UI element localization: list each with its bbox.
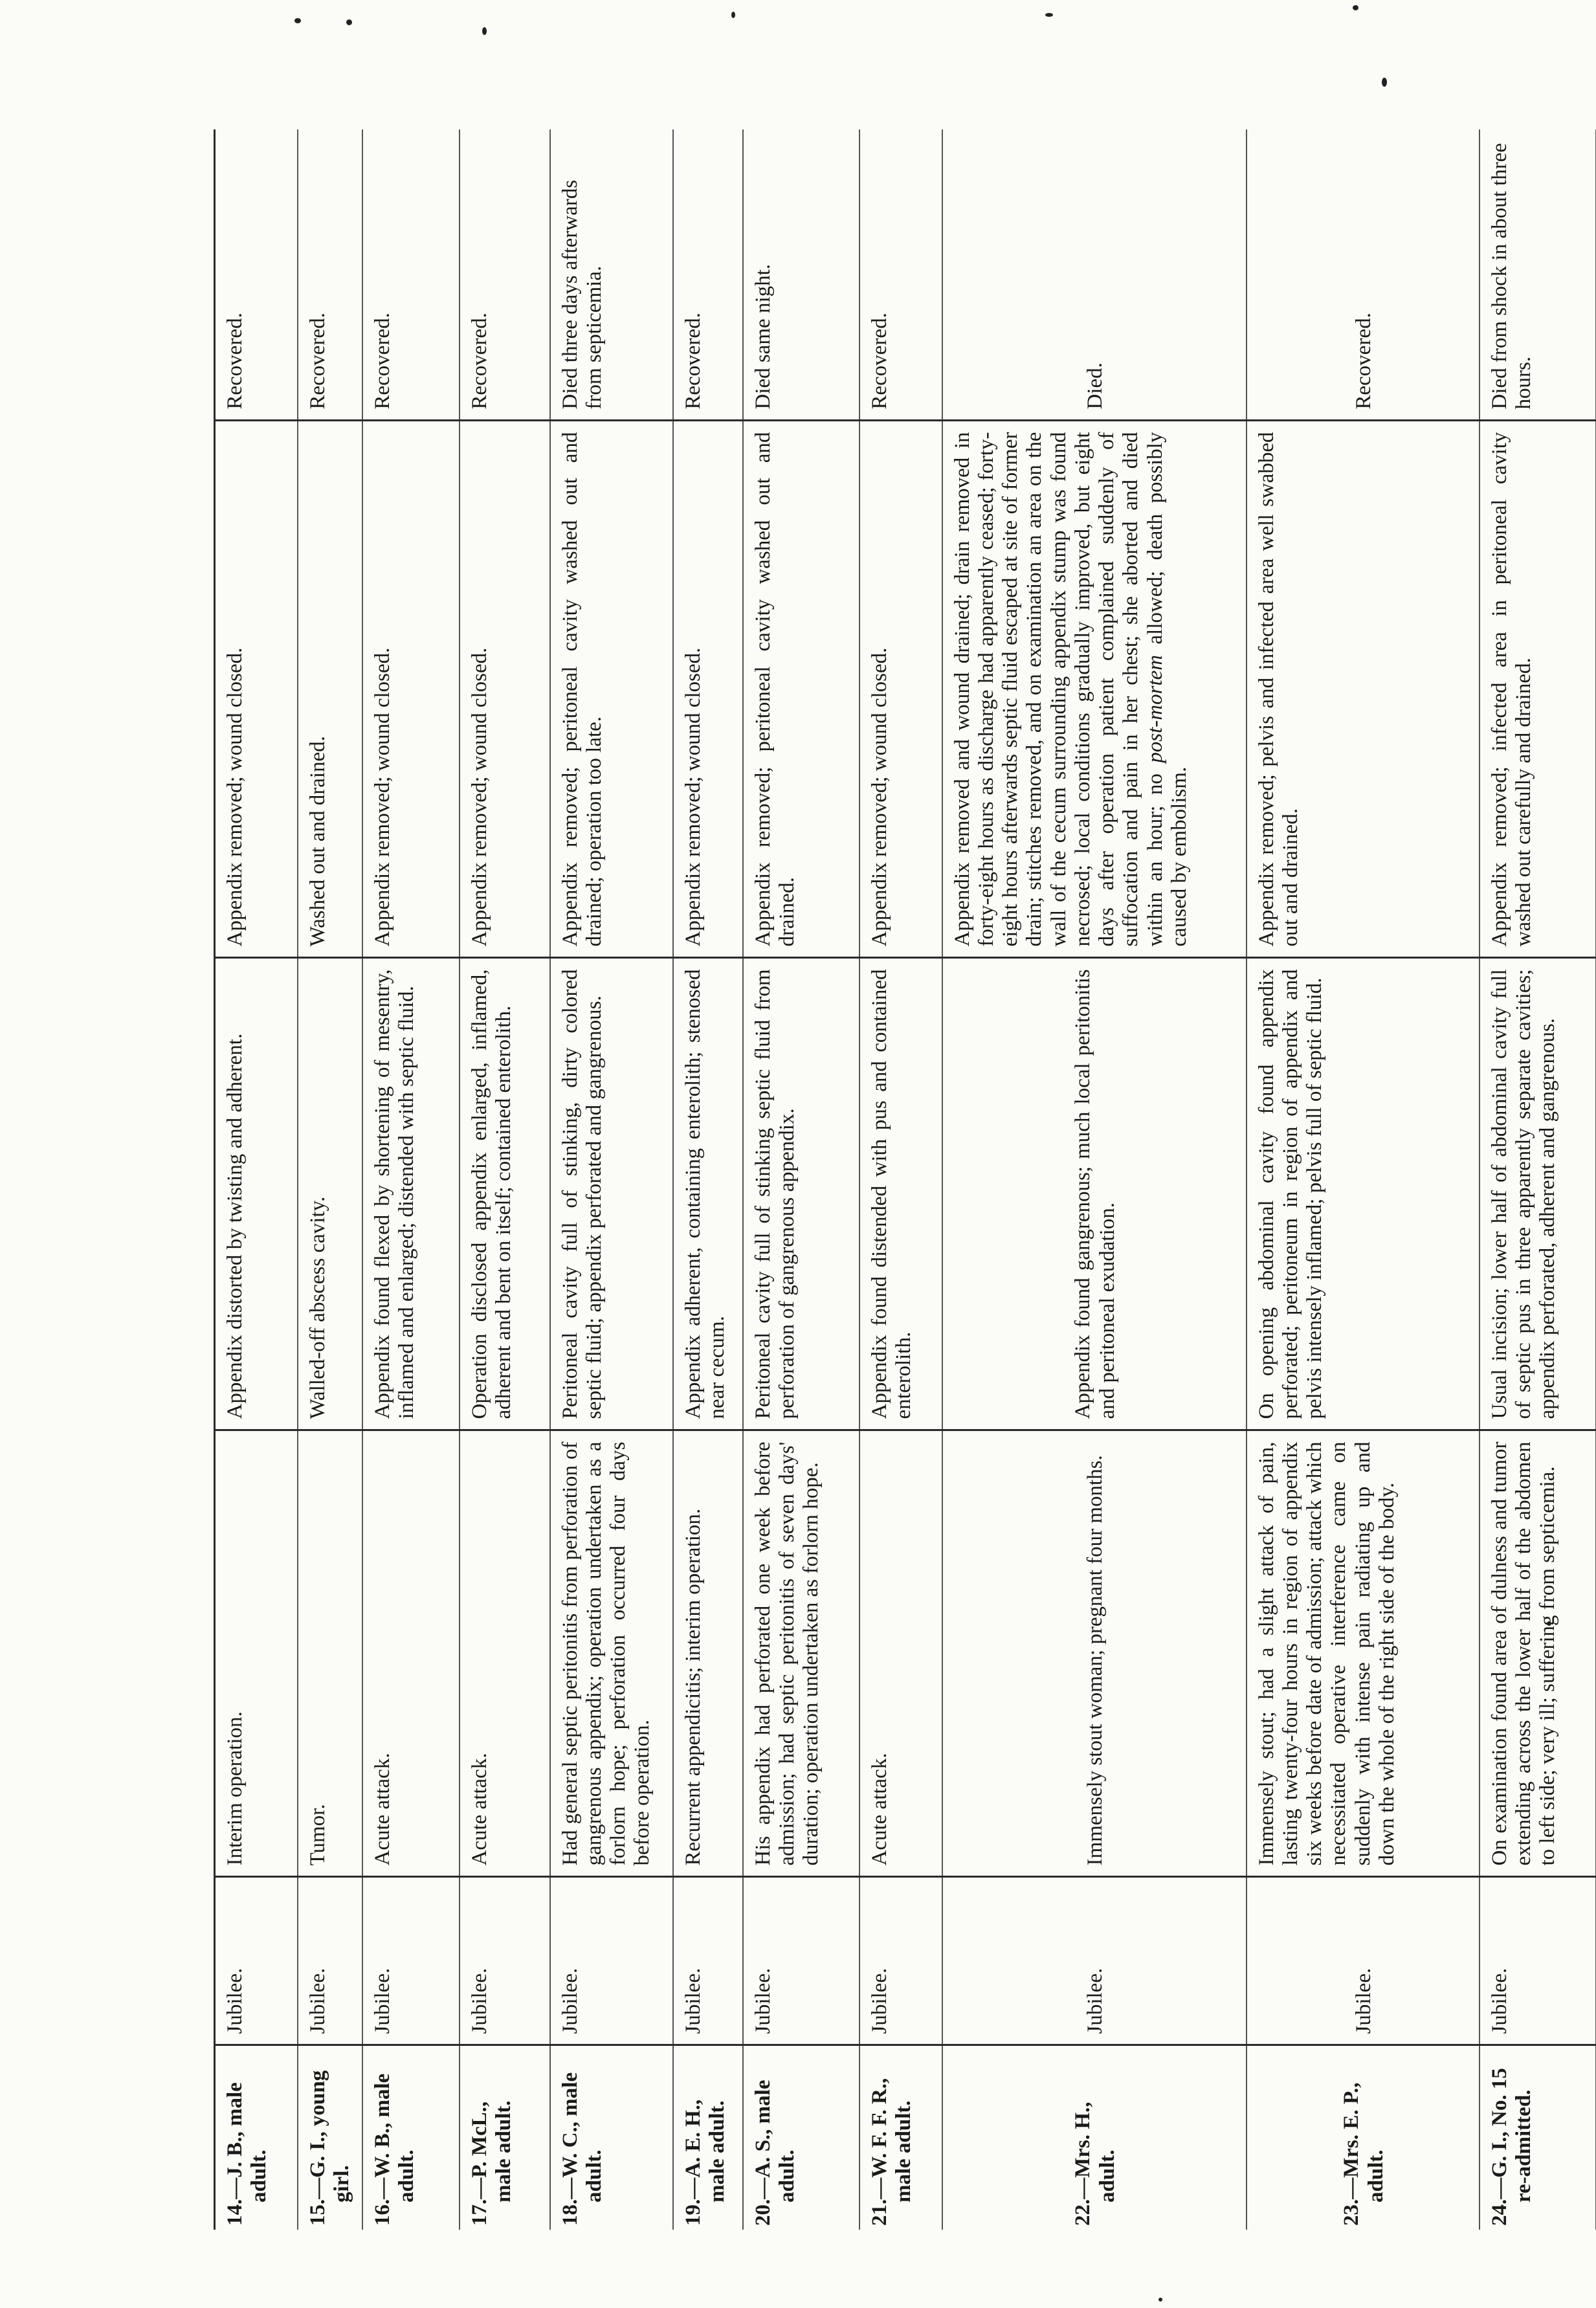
case-cell: 18.—W. C., male adult. [550, 2045, 673, 2230]
hospital-cell: Jubilee. [942, 1877, 1247, 2045]
findings-cell: Walled-off abscess cavity. [298, 958, 362, 1430]
table-row [1247, 129, 1480, 2230]
operation-cell: Appendix removed; peritoneal cavity washed out and drained. [743, 421, 859, 958]
scan-speck [346, 19, 352, 25]
hospital-cell: Jubilee. [550, 1877, 673, 2045]
findings-cell: Appendix found distended with pus and contained enterolith. [859, 958, 942, 1430]
result-cell: Died same night. [743, 129, 859, 421]
case-cell: 23.—Mrs. E. P., adult. [1247, 2045, 1480, 2230]
appendicitis-cases-table [214, 129, 1596, 2230]
case-cell: 15.—G. I., young girl. [298, 2045, 362, 2230]
hospital-cell: Jubilee. [1247, 1877, 1480, 2045]
history-cell: Immensely stout woman; pregnant four months. [942, 1430, 1247, 1877]
case-cell: 19.—A. E. H., male adult. [673, 2045, 743, 2230]
operation-cell: Appendix removed; wound closed. [673, 421, 743, 958]
findings-cell: Appendix adherent, containing enterolith; stenosed near cecum. [673, 958, 743, 1430]
case-cell: 17.—P. McL., male adult. [460, 2045, 550, 2230]
scan-speck [731, 12, 735, 18]
findings-cell: Peritoneal cavity full of stinking septic fluid from perforation of gangrenous appendix. [743, 958, 859, 1430]
scan-speck [1158, 2298, 1162, 2302]
operation-cell: Appendix removed; wound closed. [362, 421, 460, 958]
findings-cell: Operation disclosed appendix enlarged, inflamed, adherent and bent on itself; contained enterolith. [460, 958, 550, 1430]
scan-speck [1045, 13, 1053, 17]
case-cell: 14.—J. B., male adult. [215, 2045, 298, 2230]
hospital-cell: Jubilee. [743, 1877, 859, 2045]
operation-cell: Appendix removed; wound closed. [460, 421, 550, 958]
findings-cell: Appendix found gangrenous; much local peritonitis and peritoneal exudation. [942, 958, 1247, 1430]
operation-cell: Appendix removed; wound closed. [859, 421, 942, 958]
operation-cell [942, 421, 1247, 958]
findings-cell: Appendix found flexed by shortening of mesentry, inflamed and enlarged; distended with septic fluid. [362, 958, 460, 1430]
table-row [460, 129, 550, 2230]
hospital-cell: Jubilee. [460, 1877, 550, 2045]
scan-speck [1382, 78, 1387, 87]
history-cell: His appendix had perforated one week before admission; had septic peritonitis of seven days' duration; operation undertaken as forlorn hope. [743, 1430, 859, 1877]
result-cell: Died. [942, 129, 1247, 421]
result-cell: Died from shock in about three hours. [1480, 129, 1596, 421]
history-cell: Immensely stout; had a slight attack of pain, lasting twenty-four hours in region of appendix six weeks before date of admission; attack which necessitated operative interference came on suddenly with intense pain radiating up and down the whole of the right side of the body. [1247, 1430, 1480, 1877]
findings-cell: Appendix distorted by twisting and adherent. [215, 958, 298, 1430]
history-cell: On examination found area of dulness and tumor extending across the lower half of the abdomen to left side; very ill; suffering from septicemia. [1480, 1430, 1596, 1877]
table-row [673, 129, 743, 2230]
result-cell: Recovered. [859, 129, 942, 421]
scan-speck [1353, 5, 1358, 10]
hospital-cell: Jubilee. [362, 1877, 460, 2045]
operation-text-end: allowed; death possibly caused by embolism. [1143, 432, 1191, 947]
result-cell: Recovered. [298, 129, 362, 421]
case-cell: 24.—G. I., No. 15 re-admitted. [1480, 2045, 1596, 2230]
history-cell: Acute attack. [362, 1430, 460, 1877]
operation-cell: Appendix removed; infected area in peritoneal cavity washed out carefully and drained. [1480, 421, 1596, 958]
case-cell: 20.—A. S., male adult. [743, 2045, 859, 2230]
findings-cell: On opening abdominal cavity found appendix perforated; peritoneum in region of appendix and pelvis intensely inflamed; pelvis full of septic fluid. [1247, 958, 1480, 1430]
table-row [859, 129, 942, 2230]
result-cell: Recovered. [362, 129, 460, 421]
hospital-cell: Jubilee. [859, 1877, 942, 2045]
hospital-cell: Jubilee. [298, 1877, 362, 2045]
result-cell: Died three days afterwards from septicemia. [550, 129, 673, 421]
table-row [942, 129, 1247, 2230]
operation-italic-text: post-mortem [1143, 654, 1167, 763]
table-row [743, 129, 859, 2230]
hospital-cell: Jubilee. [673, 1877, 743, 2045]
operation-cell: Appendix removed; pelvis and infected area well swabbed out and drained. [1247, 421, 1480, 958]
case-cell: 22.—Mrs. H., adult. [942, 2045, 1247, 2230]
table-row [362, 129, 460, 2230]
scan-speck [294, 18, 301, 23]
table-row [550, 129, 673, 2230]
table-body [215, 129, 1596, 2230]
table-row [298, 129, 362, 2230]
operation-cell: Appendix removed; peritoneal cavity washed out and drained; operation too late. [550, 421, 673, 958]
table-row [215, 129, 298, 2230]
table-row [1480, 129, 1596, 2230]
findings-cell: Usual incision; lower half of abdominal cavity full of septic pus in three apparently separate cavities; appendix perforated, adherent and gangrenous. [1480, 958, 1596, 1430]
history-cell: Interim operation. [215, 1430, 298, 1877]
case-cell: 21.—W. F. F. R., male adult. [859, 2045, 942, 2230]
operation-cell: Washed out and drained. [298, 421, 362, 958]
hospital-cell: Jubilee. [215, 1877, 298, 2045]
findings-cell: Peritoneal cavity full of stinking, dirty colored septic fluid; appendix perforated and gangrenous. [550, 958, 673, 1430]
history-cell: Recurrent appendicitis; interim operation. [673, 1430, 743, 1877]
operation-cell: Appendix removed; wound closed. [215, 421, 298, 958]
history-cell: Acute attack. [859, 1430, 942, 1877]
result-cell: Recovered. [215, 129, 298, 421]
result-cell: Recovered. [460, 129, 550, 421]
scan-speck [482, 27, 487, 35]
rotated-page [214, 129, 1560, 2230]
history-cell: Had general septic peritonitis from perforation of gangrenous appendix; operation undertaken as a forlorn hope; perforation occurred four days before operation. [550, 1430, 673, 1877]
case-cell: 16.—W. B., male adult. [362, 2045, 460, 2230]
history-cell: Tumor. [298, 1430, 362, 1877]
hospital-cell: Jubilee. [1480, 1877, 1596, 2045]
operation-text: Appendix removed and wound drained; drain removed in forty-eight hours as discharge had apparently ceased; forty-eight hours afterwards septic fluid escaped at site of former drain; stitches removed, and on examination an area on the wall of the cecum surrounding appendix stump was found necrosed; local conditions gradually improved, but eight days after operation patient complained suddenly of suffocation and pain in her chest; she aborted and died within an hour; no [950, 432, 1167, 947]
result-cell: Recovered. [1247, 129, 1480, 421]
result-cell: Recovered. [673, 129, 743, 421]
history-cell: Acute attack. [460, 1430, 550, 1877]
